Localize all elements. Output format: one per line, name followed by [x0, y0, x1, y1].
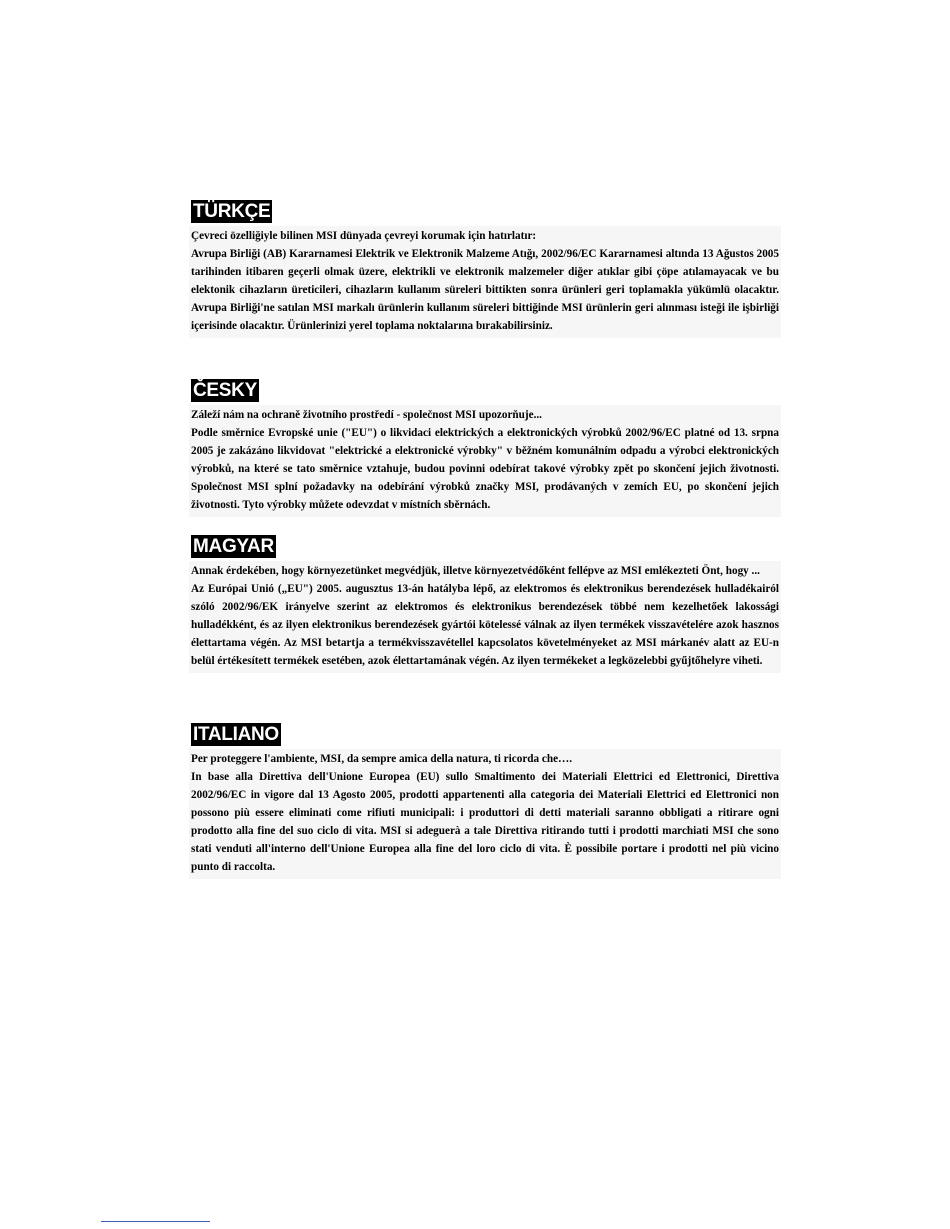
section-body [189, 405, 781, 517]
section-heading: MAGYAR [193, 536, 274, 557]
section-body [189, 226, 781, 338]
section-body [189, 749, 781, 879]
section-text: Avrupa Birliği (AB) Kararnamesi Elektrik ve Elektronik Malzeme Atığı, 2002/96/EC Kararnamesi altında 13 Ağustos 2005 tarihinden itibaren geçerli olmak üzere, elektrikli ve elektronik malzemeler diğer atıklar gibi çöpe atılamayacak ve bu elektonik cihazların üreticileri, cihazların kullanım süreleri bittikten sonra ürünleri geri toplamakla yükümlü olacaktır. Avrupa Birliği'ne satılan MSI markalı ürünlerin kullanım süreleri bittiğinde MSI ürünlerin geri alınması isteği ile işbirliği içerisinde olacaktır. Ürünlerinizi yerel toplama noktalarına bırakabilirsiniz. [191, 248, 779, 332]
footnote-divider [101, 1221, 210, 1222]
section-magyar [191, 535, 781, 673]
section-intro: Záleží nám na ochraně životního prostředí - společnost MSI upozorňuje... [191, 409, 542, 421]
section-heading: ČESKY [193, 380, 257, 401]
section-turkce [191, 200, 781, 338]
section-text: Az Európai Unió („EU") 2005. augusztus 13-án hatályba lépő, az elektromos és elektronikus berendezések hulladékairól szóló 2002/96/EK irányelve szerint az elektromos és elektronikus berendezések többé nem kezelhetőek lakossági hulladékként, és az ilyen elektronikus berendezések gyártói kötelessé válnak az ilyen termékek visszavételére azok hasznos élettartama végén. Az MSI betartja a termékvisszavétellel kapcsolatos követelményeket az MSI márkanév alatt az EU-n belül értékesített termékek esetében, azok élettartamának végén. Az ilyen termékeket a legközelebbi gyűjtőhelyre viheti. [191, 583, 779, 667]
section-cesky [191, 379, 781, 517]
section-intro: Çevreci özelliğiyle bilinen MSI dünyada çevreyi korumak için hatırlatır: [191, 230, 537, 242]
section-intro: Per proteggere l'ambiente, MSI, da sempre amica della natura, ti ricorda che…. [191, 753, 573, 765]
section-italiano [191, 723, 781, 879]
section-intro: Annak érdekében, hogy környezetünket megvédjük, illetve környezetvédőként fellépve az MSI emlékezteti Önt, hogy ... [191, 565, 760, 577]
section-heading: ITALIANO [193, 724, 279, 745]
section-body [189, 561, 781, 673]
section-heading: TÜRKÇE [193, 201, 271, 222]
section-text: Podle směrnice Evropské unie ("EU") o likvidaci elektrických a elektronických výrobků 2002/96/EC platné od 13. srpna 2005 je zakázáno likvidovat "elektrické a elektronické výrobky" v běžném komunálním odpadu a výrobci elektronických výrobků, na které se tato směrnice vztahuje, budou povinni odebírat takové výrobky zpět po skončení jejich životnosti. Společnost MSI splní požadavky na odebírání výrobků značky MSI, prodávaných v zemích EU, po skončení jejich životnosti. Tyto výrobky můžete odevzdat v místních sběrnách. [191, 427, 779, 511]
section-text: In base alla Direttiva dell'Unione Europea (EU) sullo Smaltimento dei Materiali Elettrici ed Elettronici, Direttiva 2002/96/EC in vigore dal 13 Agosto 2005, prodotti appartenenti alla categoria dei Materiali Elettrici ed Elettronici non possono più essere eliminati come rifiuti municipali: i produttori di detti materiali saranno obbligati a ritirare ogni prodotto alla fine del suo ciclo di vita. MSI si adeguerà a tale Direttiva ritirando tutti i prodotti marchiati MSI che sono stati venduti all'interno dell'Unione Europea alla fine del loro ciclo di vita. È possibile portare i prodotti nel più vicino punto di raccolta. [191, 771, 779, 873]
